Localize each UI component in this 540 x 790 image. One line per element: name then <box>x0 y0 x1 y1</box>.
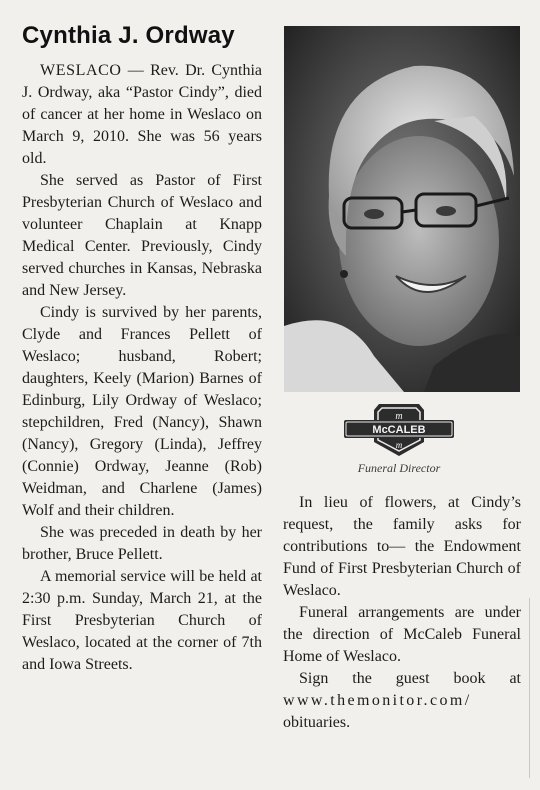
lead-text: Rev. Dr. Cynthia J. Ordway, aka “Pastor Cindy”, died of cancer at her home in Weslaco on March 9, 2010. She was 56 years old. <box>22 62 262 167</box>
portrait-illustration <box>284 26 520 392</box>
portrait-photo <box>284 26 520 392</box>
lead-paragraph <box>22 60 262 170</box>
dateline: WESLACO <box>40 62 122 79</box>
flowers-paragraph: In lieu of flowers, at Cindy’s request, the family asks for contributions to— the Endowment Fund of First Presbyterian Church of Weslaco. <box>283 494 521 599</box>
logo-monogram-bottom: m <box>395 440 403 450</box>
mccaleb-emblem <box>324 398 474 478</box>
dateline-dash: — <box>121 62 151 79</box>
guestbook-paragraph <box>283 668 521 734</box>
guestbook-url-tail[interactable]: obituaries. <box>283 714 351 731</box>
preceded-paragraph: She was preceded in death by her brother, Bruce Pellett. <box>22 524 262 563</box>
left-column <box>22 60 262 676</box>
logo-tagline: Funeral Director <box>357 461 441 475</box>
memorial-paragraph: A memorial service will be held at 2:30 p.m. Sunday, March 21, at the First Presbyterian Church of Weslaco, located at the corner of 7th and Iowa Streets. <box>22 568 262 673</box>
obituary-title: Cynthia J. Ordway <box>22 22 235 49</box>
arrangements-paragraph: Funeral arrangements are under the direction of McCaleb Funeral Home of Weslaco. <box>283 604 521 665</box>
logo-name: McCALEB <box>372 424 426 436</box>
service-paragraph: She served as Pastor of First Presbyterian Church of Weslaco and volunteer Chaplain at Knapp Medical Center. Previously, Cindy served churches in Kansas, Nebraska and New Jersey. <box>22 172 262 299</box>
guestbook-url[interactable]: www.themonitor.com/ <box>283 692 472 709</box>
survivors-paragraph: Cindy is survived by her parents, Clyde and Frances Pellett of Weslaco; husband, Robert; daughters, Keely (Marion) Barnes of Edinburg, Lily Ordway of Weslaco; stepchildren, Fred (Nancy), Shawn (Nancy), Gregory (Linda), Jeffrey (Connie) Ordway, Jeanne (Rob) Weidman, and Charlene (James) Wolf and their children. <box>22 304 262 519</box>
logo-monogram-top: m <box>395 411 403 422</box>
column-rule <box>529 598 530 778</box>
funeral-home-logo <box>324 398 474 478</box>
guestbook-text: Sign the guest book at <box>299 670 521 687</box>
right-column <box>283 492 521 734</box>
